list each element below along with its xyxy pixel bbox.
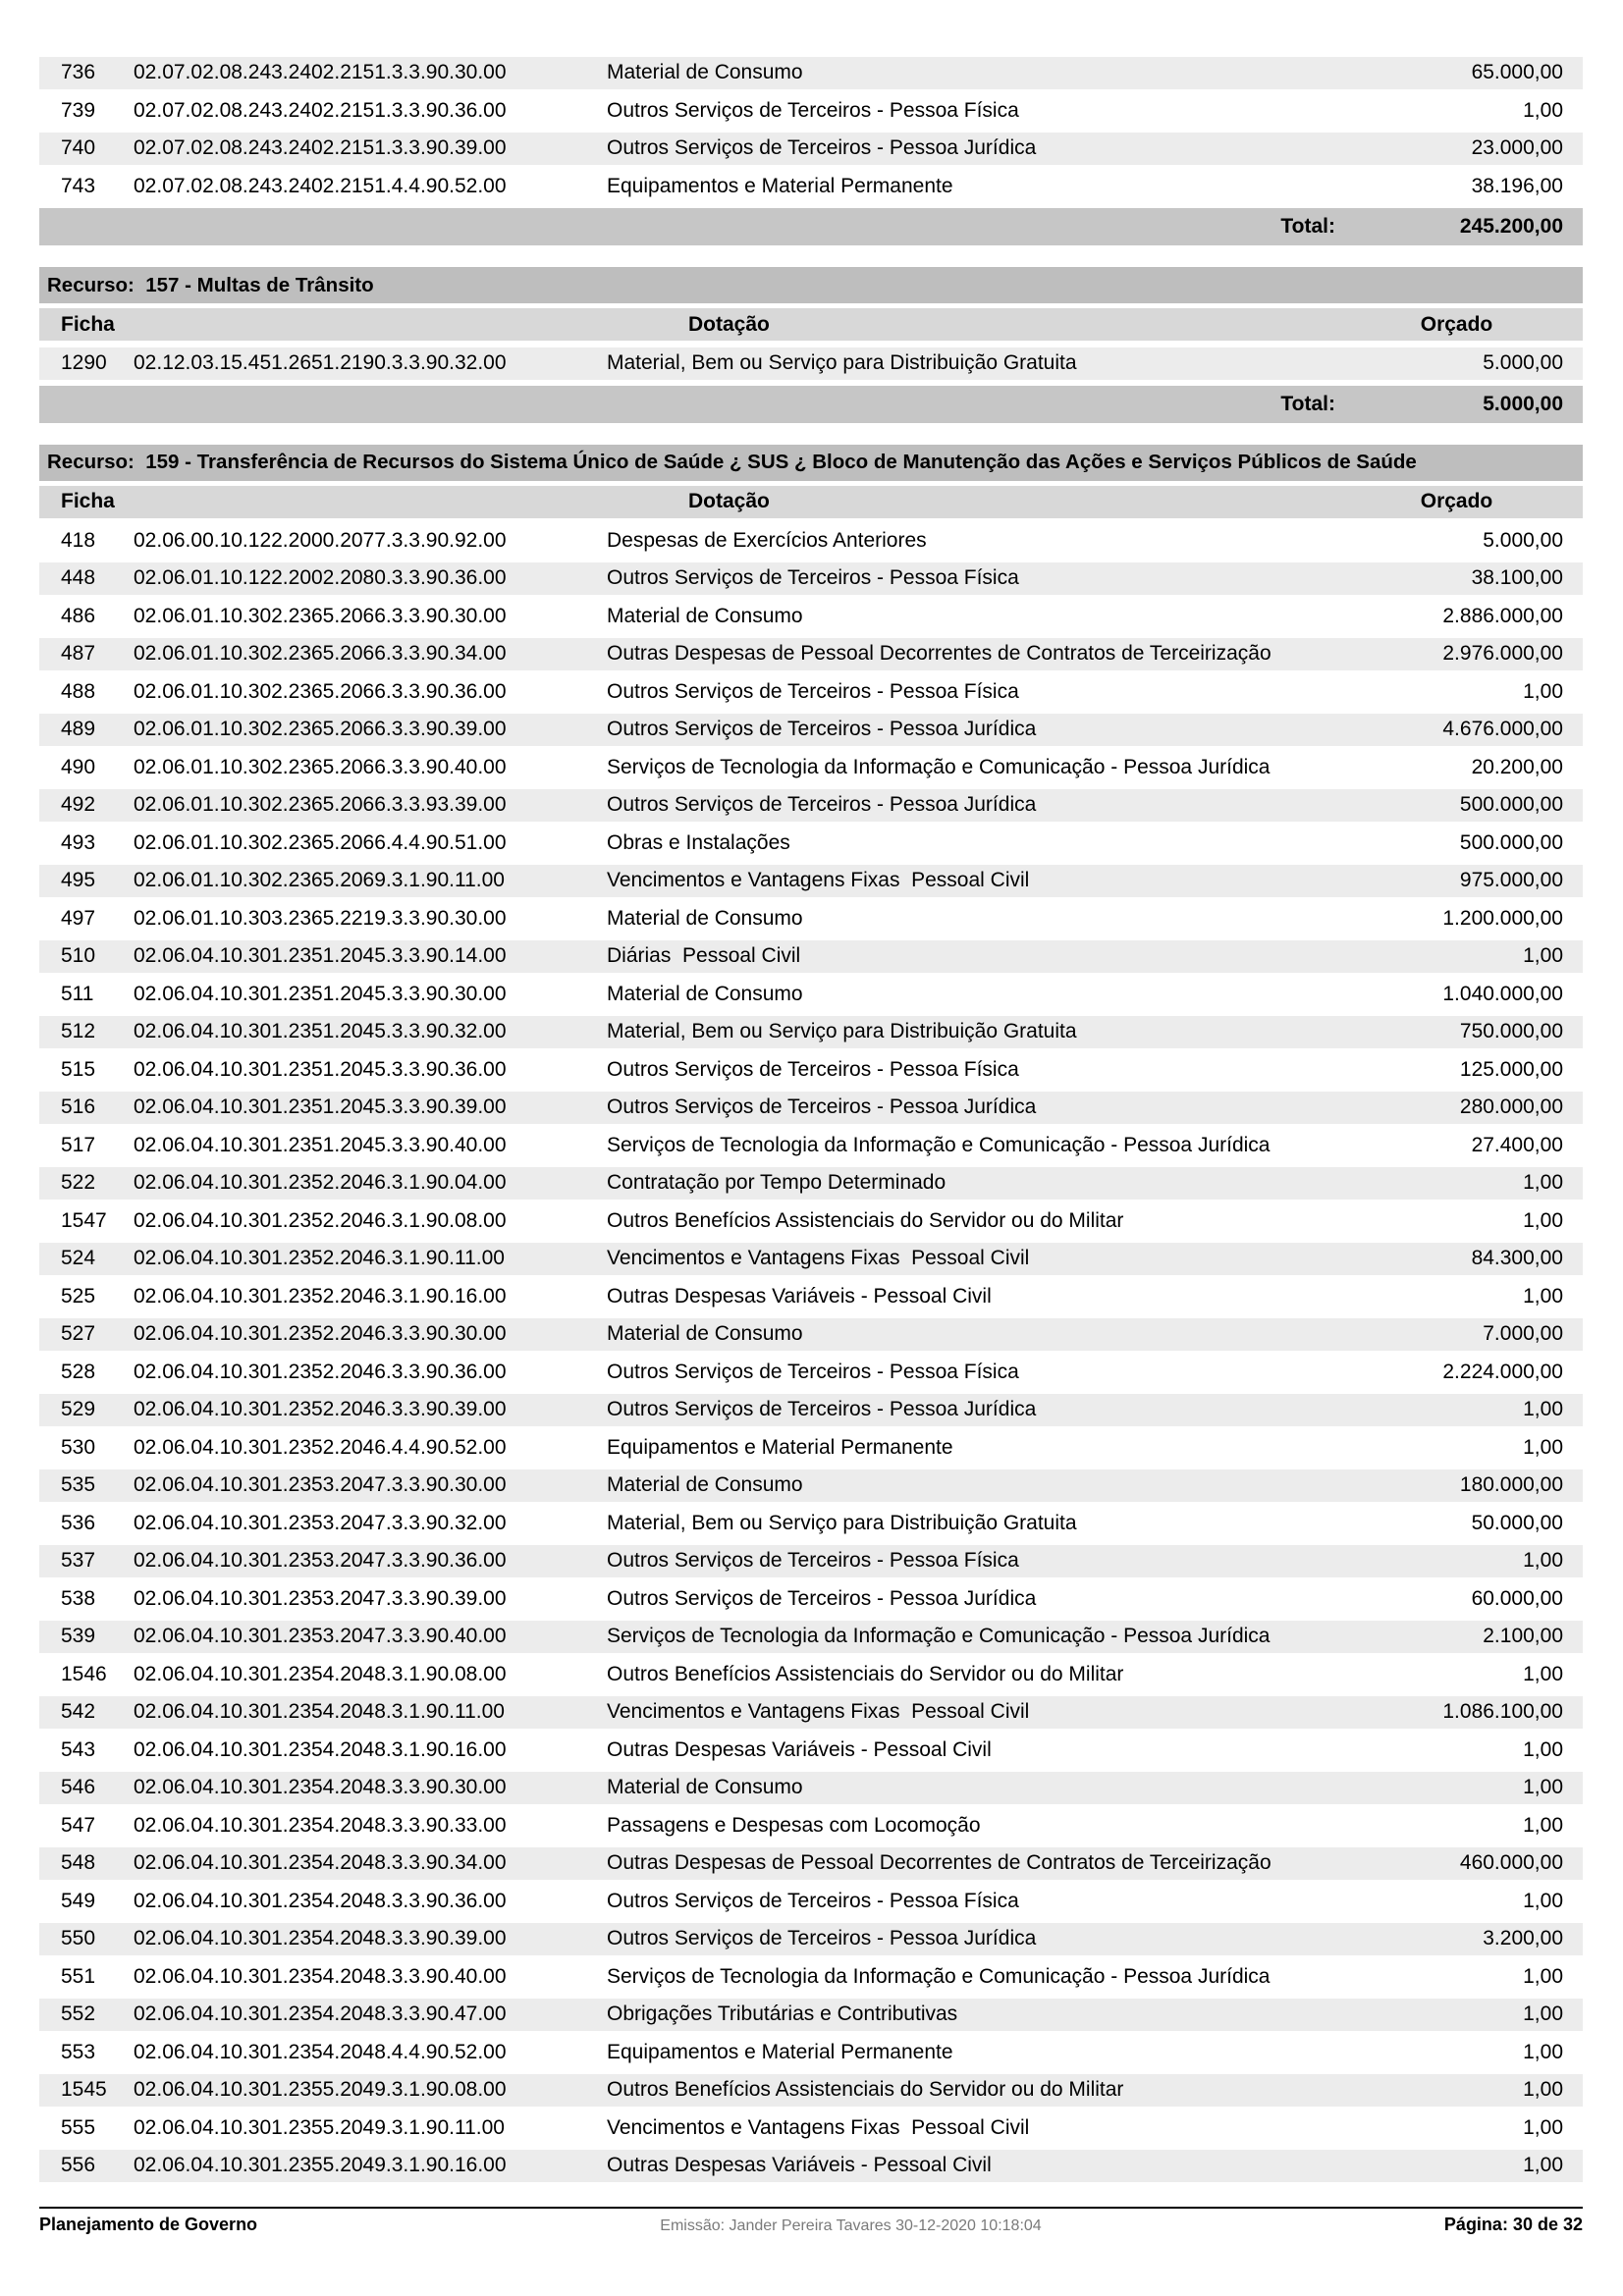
dotacao-description-cell: Material de Consumo	[607, 604, 803, 627]
orcado-value-cell: 750.000,00	[1459, 1020, 1563, 1043]
ficha-cell: 552	[61, 2002, 96, 2026]
orcado-value-cell: 2.100,00	[1483, 1625, 1563, 1648]
table-row	[39, 1618, 1583, 1656]
ficha-cell: 556	[61, 2154, 96, 2177]
dotacao-code-cell: 02.06.01.10.122.2002.2080.3.3.90.36.00	[134, 566, 507, 590]
table-row	[39, 1996, 1583, 2034]
orcado-value-cell: 1,00	[1523, 1813, 1563, 1837]
table-row	[39, 1769, 1583, 1807]
orcado-value-cell: 1,00	[1523, 1398, 1563, 1421]
table-row	[39, 825, 1583, 863]
section-rows	[39, 522, 1583, 2185]
ficha-cell: 736	[61, 61, 96, 84]
dotacao-description-cell: Contratação por Tempo Determinado	[607, 1171, 947, 1195]
ficha-cell: 511	[61, 982, 94, 1005]
dotacao-code-cell: 02.06.00.10.122.2000.2077.3.3.90.92.00	[134, 528, 507, 552]
table-row	[39, 2109, 1583, 2148]
dotacao-code-cell: 02.06.04.10.301.2351.2045.3.3.90.39.00	[134, 1095, 507, 1119]
orcado-value-cell: 23.000,00	[1471, 136, 1563, 160]
table-row	[39, 1354, 1583, 1392]
table-row	[39, 635, 1583, 673]
ficha-cell: 529	[61, 1398, 96, 1421]
orcado-value-cell: 2.886.000,00	[1442, 604, 1563, 627]
dotacao-code-cell: 02.06.04.10.301.2352.2046.3.1.90.08.00	[134, 1208, 507, 1232]
page-footer	[39, 2207, 1583, 2235]
ficha-cell: 530	[61, 1435, 96, 1459]
dotacao-code-cell: 02.06.01.10.302.2365.2066.3.3.90.40.00	[134, 755, 507, 778]
orcado-value-cell: 1,00	[1523, 2002, 1563, 2026]
orcado-value-cell: 1,00	[1523, 1662, 1563, 1685]
orcado-value-cell: 1.086.100,00	[1442, 1700, 1563, 1724]
table-row	[39, 1391, 1583, 1429]
table-row	[39, 1240, 1583, 1278]
dotacao-code-cell: 02.06.04.10.301.2353.2047.3.3.90.32.00	[134, 1511, 507, 1534]
ficha-cell: 555	[61, 2115, 96, 2139]
dotacao-description-cell: Obras e Instalações	[607, 830, 790, 854]
ficha-cell: 542	[61, 1700, 96, 1724]
table-row	[39, 2147, 1583, 2185]
table-row	[39, 2071, 1583, 2109]
ficha-cell: 538	[61, 1586, 96, 1610]
table-row	[39, 937, 1583, 976]
dotacao-code-cell: 02.06.04.10.301.2353.2047.3.3.90.30.00	[134, 1473, 507, 1497]
dotacao-code-cell: 02.06.04.10.301.2352.2046.3.3.90.39.00	[134, 1398, 507, 1421]
ficha-cell: 515	[61, 1057, 96, 1081]
ficha-cell: 516	[61, 1095, 96, 1119]
resource-header-bar: Recurso: 159 - Transferência de Recursos do Sistema Único de Saúde ¿ SUS ¿ Bloco de Manutenção das Ações e Serviços Públicos de Saúde	[39, 445, 1583, 481]
dotacao-description-cell: Material de Consumo	[607, 61, 803, 84]
ficha-cell: 448	[61, 566, 96, 590]
table-row	[39, 1883, 1583, 1921]
ficha-cell: 535	[61, 1473, 96, 1497]
dotacao-description-cell: Material de Consumo	[607, 982, 803, 1005]
total-value: 5.000,00	[1483, 392, 1563, 415]
orcado-value-cell: 1,00	[1523, 98, 1563, 122]
dotacao-code-cell: 02.06.04.10.301.2354.2048.3.1.90.11.00	[134, 1700, 505, 1724]
dotacao-description-cell: Outras Despesas Variáveis - Pessoal Civil	[607, 1284, 992, 1308]
resource-section	[39, 445, 1583, 2185]
dotacao-description-cell: Outros Serviços de Terceiros - Pessoa Física	[607, 1889, 1019, 1912]
dotacao-description-cell: Material, Bem ou Serviço para Distribuição Gratuita	[607, 1511, 1077, 1534]
ficha-cell: 549	[61, 1889, 96, 1912]
dotacao-description-cell: Vencimentos e Vantagens Fixas Pessoal Civil	[607, 1700, 1030, 1724]
orcado-value-cell: 2.976.000,00	[1442, 642, 1563, 666]
dotacao-description-cell: Vencimentos e Vantagens Fixas Pessoal Civil	[607, 1247, 1030, 1270]
dotacao-code-cell: 02.06.01.10.303.2365.2219.3.3.90.30.00	[134, 906, 507, 930]
dotacao-code-cell: 02.06.01.10.302.2365.2066.3.3.90.39.00	[134, 718, 507, 741]
orcado-value-cell: 3.200,00	[1483, 1927, 1563, 1950]
orcado-value-cell: 1,00	[1523, 1964, 1563, 1988]
dotacao-code-cell: 02.06.04.10.301.2353.2047.3.3.90.36.00	[134, 1549, 507, 1573]
table-row	[39, 786, 1583, 825]
ficha-cell: 539	[61, 1625, 96, 1648]
orcado-value-cell: 65.000,00	[1471, 61, 1563, 84]
ficha-cell: 739	[61, 98, 96, 122]
table-row	[39, 1051, 1583, 1090]
dotacao-code-cell: 02.06.04.10.301.2351.2045.3.3.90.36.00	[134, 1057, 507, 1081]
orcado-value-cell: 1,00	[1523, 1737, 1563, 1761]
column-header-row	[39, 308, 1583, 341]
ficha-cell: 418	[61, 528, 96, 552]
orcado-value-cell: 1,00	[1523, 1549, 1563, 1573]
dotacao-code-cell: 02.06.04.10.301.2354.2048.3.1.90.16.00	[134, 1737, 507, 1761]
total-value: 245.200,00	[1459, 215, 1563, 238]
orcado-value-cell: 1,00	[1523, 679, 1563, 703]
resource-section	[39, 54, 1583, 245]
ficha-cell: 497	[61, 906, 96, 930]
dotacao-code-cell: 02.06.01.10.302.2365.2066.3.3.90.34.00	[134, 642, 507, 666]
orcado-value-cell: 38.196,00	[1471, 174, 1563, 197]
dotacao-code-cell: 02.06.04.10.301.2351.2045.3.3.90.40.00	[134, 1133, 507, 1156]
orcado-value-cell: 280.000,00	[1459, 1095, 1563, 1119]
dotacao-description-cell: Outros Serviços de Terceiros - Pessoa Jurídica	[607, 136, 1037, 160]
table-row	[39, 92, 1583, 131]
table-row	[39, 673, 1583, 712]
resource-section	[39, 267, 1583, 423]
footer-emission-info: Emissão: Jander Pereira Tavares 30-12-2020 10:18:04	[660, 2217, 1042, 2234]
table-row	[39, 900, 1583, 938]
ficha-cell: 490	[61, 755, 96, 778]
table-row	[39, 598, 1583, 636]
orcado-value-cell: 50.000,00	[1471, 1511, 1563, 1534]
dotacao-description-cell: Outras Despesas Variáveis - Pessoal Civil	[607, 1737, 992, 1761]
dotacao-code-cell: 02.07.02.08.243.2402.2151.4.4.90.52.00	[134, 174, 507, 197]
dotacao-code-cell: 02.06.04.10.301.2354.2048.4.4.90.52.00	[134, 2040, 507, 2063]
dotacao-description-cell: Diárias Pessoal Civil	[607, 944, 801, 968]
dotacao-code-cell: 02.12.03.15.451.2651.2190.3.3.90.32.00	[134, 351, 507, 375]
orcado-value-cell: 1,00	[1523, 2040, 1563, 2063]
dotacao-description-cell: Material de Consumo	[607, 1322, 803, 1346]
dotacao-description-cell: Outros Serviços de Terceiros - Pessoa Física	[607, 679, 1019, 703]
ficha-cell: 493	[61, 830, 96, 854]
ficha-cell: 740	[61, 136, 96, 160]
table-row	[39, 1013, 1583, 1051]
ficha-cell: 1547	[61, 1208, 107, 1232]
total-row	[39, 208, 1583, 245]
dotacao-description-cell: Outros Serviços de Terceiros - Pessoa Jurídica	[607, 793, 1037, 817]
table-row	[39, 1920, 1583, 1958]
ficha-cell: 537	[61, 1549, 96, 1573]
table-row	[39, 862, 1583, 900]
table-row	[39, 1656, 1583, 1694]
section-rows	[39, 54, 1583, 205]
table-row	[39, 1958, 1583, 1997]
table-row	[39, 711, 1583, 749]
column-header-ficha: Ficha	[61, 490, 115, 512]
dotacao-description-cell: Outros Serviços de Terceiros - Pessoa Jurídica	[607, 1586, 1037, 1610]
orcado-value-cell: 500.000,00	[1459, 793, 1563, 817]
ficha-cell: 510	[61, 944, 96, 968]
table-row	[39, 560, 1583, 598]
ficha-cell: 495	[61, 869, 96, 892]
orcado-value-cell: 20.200,00	[1471, 755, 1563, 778]
column-header-ficha: Ficha	[61, 312, 115, 336]
dotacao-code-cell: 02.06.01.10.302.2365.2066.3.3.90.30.00	[134, 604, 507, 627]
section-rows	[39, 345, 1583, 383]
table-row	[39, 168, 1583, 206]
dotacao-description-cell: Serviços de Tecnologia da Informação e Comunicação - Pessoa Jurídica	[607, 755, 1271, 778]
orcado-value-cell: 460.000,00	[1459, 1851, 1563, 1875]
dotacao-code-cell: 02.06.01.10.302.2365.2069.3.1.90.11.00	[134, 869, 505, 892]
orcado-value-cell: 60.000,00	[1471, 1586, 1563, 1610]
budget-table	[39, 54, 1583, 2207]
ficha-cell: 543	[61, 1737, 96, 1761]
orcado-value-cell: 1,00	[1523, 1284, 1563, 1308]
dotacao-description-cell: Outros Benefícios Assistenciais do Servidor ou do Militar	[607, 1208, 1124, 1232]
dotacao-description-cell: Despesas de Exercícios Anteriores	[607, 528, 927, 552]
ficha-cell: 536	[61, 1511, 96, 1534]
table-row	[39, 522, 1583, 561]
orcado-value-cell: 4.676.000,00	[1442, 718, 1563, 741]
table-row	[39, 54, 1583, 92]
orcado-value-cell: 1.200.000,00	[1442, 906, 1563, 930]
total-row	[39, 386, 1583, 423]
orcado-value-cell: 975.000,00	[1459, 869, 1563, 892]
dotacao-code-cell: 02.06.04.10.301.2352.2046.4.4.90.52.00	[134, 1435, 507, 1459]
table-row	[39, 1807, 1583, 1845]
dotacao-description-cell: Equipamentos e Material Permanente	[607, 1435, 953, 1459]
ficha-cell: 489	[61, 718, 96, 741]
dotacao-code-cell: 02.06.01.10.302.2365.2066.3.3.90.36.00	[134, 679, 507, 703]
ficha-cell: 548	[61, 1851, 96, 1875]
dotacao-description-cell: Outros Serviços de Terceiros - Pessoa Física	[607, 566, 1019, 590]
dotacao-description-cell: Obrigações Tributárias e Contributivas	[607, 2002, 958, 2026]
table-row	[39, 1467, 1583, 1505]
dotacao-description-cell: Outros Serviços de Terceiros - Pessoa Física	[607, 1057, 1019, 1081]
orcado-value-cell: 1,00	[1523, 1171, 1563, 1195]
column-header-dotacao: Dotação	[688, 490, 770, 512]
table-row	[39, 1693, 1583, 1732]
dotacao-description-cell: Outros Serviços de Terceiros - Pessoa Jurídica	[607, 718, 1037, 741]
ficha-cell: 547	[61, 1813, 96, 1837]
dotacao-code-cell: 02.06.04.10.301.2351.2045.3.3.90.30.00	[134, 982, 507, 1005]
dotacao-description-cell: Outros Benefícios Assistenciais do Servidor ou do Militar	[607, 2078, 1124, 2102]
ficha-cell: 553	[61, 2040, 96, 2063]
dotacao-description-cell: Material, Bem ou Serviço para Distribuição Gratuita	[607, 351, 1077, 375]
dotacao-description-cell: Serviços de Tecnologia da Informação e Comunicação - Pessoa Jurídica	[607, 1964, 1271, 1988]
orcado-value-cell: 500.000,00	[1459, 830, 1563, 854]
ficha-cell: 743	[61, 174, 96, 197]
dotacao-code-cell: 02.06.04.10.301.2351.2045.3.3.90.32.00	[134, 1020, 507, 1043]
table-row	[39, 130, 1583, 168]
table-row	[39, 976, 1583, 1014]
table-row	[39, 1127, 1583, 1165]
ficha-cell: 550	[61, 1927, 96, 1950]
dotacao-description-cell: Vencimentos e Vantagens Fixas Pessoal Civil	[607, 869, 1030, 892]
dotacao-code-cell: 02.07.02.08.243.2402.2151.3.3.90.30.00	[134, 61, 507, 84]
dotacao-code-cell: 02.06.04.10.301.2351.2045.3.3.90.14.00	[134, 944, 507, 968]
ficha-cell: 487	[61, 642, 96, 666]
orcado-value-cell: 1,00	[1523, 2154, 1563, 2177]
ficha-cell: 524	[61, 1247, 96, 1270]
table-row	[39, 1732, 1583, 1770]
dotacao-description-cell: Outros Serviços de Terceiros - Pessoa Física	[607, 1360, 1019, 1383]
orcado-value-cell: 5.000,00	[1483, 351, 1563, 375]
ficha-cell: 1546	[61, 1662, 107, 1685]
orcado-value-cell: 180.000,00	[1459, 1473, 1563, 1497]
dotacao-code-cell: 02.06.04.10.301.2353.2047.3.3.90.39.00	[134, 1586, 507, 1610]
column-header-dotacao: Dotação	[688, 312, 770, 336]
orcado-value-cell: 27.400,00	[1471, 1133, 1563, 1156]
orcado-value-cell: 1,00	[1523, 2078, 1563, 2102]
ficha-cell: 492	[61, 793, 96, 817]
dotacao-description-cell: Material de Consumo	[607, 906, 803, 930]
table-row	[39, 1844, 1583, 1883]
dotacao-code-cell: 02.06.04.10.301.2355.2049.3.1.90.08.00	[134, 2078, 507, 2102]
dotacao-code-cell: 02.06.04.10.301.2354.2048.3.3.90.47.00	[134, 2002, 507, 2026]
table-row	[39, 1580, 1583, 1619]
orcado-value-cell: 2.224.000,00	[1442, 1360, 1563, 1383]
dotacao-description-cell: Material, Bem ou Serviço para Distribuição Gratuita	[607, 1020, 1077, 1043]
orcado-value-cell: 84.300,00	[1471, 1247, 1563, 1270]
ficha-cell: 488	[61, 679, 96, 703]
dotacao-description-cell: Outros Serviços de Terceiros - Pessoa Jurídica	[607, 1398, 1037, 1421]
ficha-cell: 1290	[61, 351, 107, 375]
dotacao-description-cell: Outros Serviços de Terceiros - Pessoa Física	[607, 98, 1019, 122]
column-header-orcado: Orçado	[1420, 490, 1493, 512]
total-label: Total:	[1280, 215, 1335, 238]
dotacao-code-cell: 02.06.04.10.301.2352.2046.3.1.90.04.00	[134, 1171, 507, 1195]
dotacao-description-cell: Outras Despesas Variáveis - Pessoal Civil	[607, 2154, 992, 2177]
dotacao-description-cell: Serviços de Tecnologia da Informação e Comunicação - Pessoa Jurídica	[607, 1133, 1271, 1156]
dotacao-code-cell: 02.06.04.10.301.2354.2048.3.3.90.40.00	[134, 1964, 507, 1988]
table-row	[39, 1164, 1583, 1202]
dotacao-description-cell: Outros Benefícios Assistenciais do Servidor ou do Militar	[607, 1662, 1124, 1685]
ficha-cell: 546	[61, 1776, 96, 1799]
dotacao-description-cell: Material de Consumo	[607, 1473, 803, 1497]
dotacao-description-cell: Outros Serviços de Terceiros - Pessoa Jurídica	[607, 1927, 1037, 1950]
ficha-cell: 528	[61, 1360, 96, 1383]
table-row	[39, 1089, 1583, 1127]
dotacao-code-cell: 02.07.02.08.243.2402.2151.3.3.90.39.00	[134, 136, 507, 160]
ficha-cell: 527	[61, 1322, 96, 1346]
column-header-orcado: Orçado	[1420, 312, 1493, 336]
dotacao-description-cell: Serviços de Tecnologia da Informação e Comunicação - Pessoa Jurídica	[607, 1625, 1271, 1648]
dotacao-description-cell: Outras Despesas de Pessoal Decorrentes de Contratos de Terceirização	[607, 1851, 1271, 1875]
dotacao-code-cell: 02.06.01.10.302.2365.2066.3.3.93.39.00	[134, 793, 507, 817]
table-row	[39, 1202, 1583, 1241]
dotacao-description-cell: Vencimentos e Vantagens Fixas Pessoal Civil	[607, 2115, 1030, 2139]
orcado-value-cell: 1,00	[1523, 2115, 1563, 2139]
orcado-value-cell: 1,00	[1523, 1208, 1563, 1232]
orcado-value-cell: 38.100,00	[1471, 566, 1563, 590]
dotacao-description-cell: Outros Serviços de Terceiros - Pessoa Física	[607, 1549, 1019, 1573]
ficha-cell: 517	[61, 1133, 96, 1156]
dotacao-code-cell: 02.06.04.10.301.2354.2048.3.3.90.36.00	[134, 1889, 507, 1912]
column-header-row	[39, 486, 1583, 518]
dotacao-code-cell: 02.06.04.10.301.2355.2049.3.1.90.16.00	[134, 2154, 507, 2177]
footer-report-title: Planejamento de Governo	[39, 2215, 258, 2234]
table-row	[39, 749, 1583, 787]
dotacao-code-cell: 02.06.04.10.301.2354.2048.3.3.90.39.00	[134, 1927, 507, 1950]
table-row	[39, 345, 1583, 383]
orcado-value-cell: 7.000,00	[1483, 1322, 1563, 1346]
dotacao-description-cell: Equipamentos e Material Permanente	[607, 174, 953, 197]
dotacao-description-cell: Outros Serviços de Terceiros - Pessoa Jurídica	[607, 1095, 1037, 1119]
ficha-cell: 551	[61, 1964, 96, 1988]
table-row	[39, 2034, 1583, 2072]
ficha-cell: 486	[61, 604, 96, 627]
table-row	[39, 1315, 1583, 1354]
orcado-value-cell: 1,00	[1523, 1776, 1563, 1799]
ficha-cell: 1545	[61, 2078, 107, 2102]
dotacao-description-cell: Passagens e Despesas com Locomoção	[607, 1813, 981, 1837]
orcado-value-cell: 1.040.000,00	[1442, 982, 1563, 1005]
dotacao-code-cell: 02.06.04.10.301.2354.2048.3.3.90.30.00	[134, 1776, 507, 1799]
dotacao-code-cell: 02.06.04.10.301.2355.2049.3.1.90.11.00	[134, 2115, 505, 2139]
ficha-cell: 522	[61, 1171, 96, 1195]
orcado-value-cell: 1,00	[1523, 1889, 1563, 1912]
dotacao-code-cell: 02.07.02.08.243.2402.2151.3.3.90.36.00	[134, 98, 507, 122]
dotacao-description-cell: Outras Despesas de Pessoal Decorrentes de Contratos de Terceirização	[607, 642, 1271, 666]
total-label: Total:	[1280, 392, 1335, 415]
dotacao-code-cell: 02.06.04.10.301.2352.2046.3.3.90.30.00	[134, 1322, 507, 1346]
dotacao-code-cell: 02.06.04.10.301.2354.2048.3.3.90.33.00	[134, 1813, 507, 1837]
dotacao-code-cell: 02.06.04.10.301.2353.2047.3.3.90.40.00	[134, 1625, 507, 1648]
dotacao-description-cell: Equipamentos e Material Permanente	[607, 2040, 953, 2063]
table-row	[39, 1429, 1583, 1468]
dotacao-code-cell: 02.06.04.10.301.2354.2048.3.3.90.34.00	[134, 1851, 507, 1875]
ficha-cell: 525	[61, 1284, 96, 1308]
table-row	[39, 1505, 1583, 1543]
table-row	[39, 1542, 1583, 1580]
resource-header-bar: Recurso: 157 - Multas de Trânsito	[39, 267, 1583, 303]
ficha-cell: 512	[61, 1020, 96, 1043]
orcado-value-cell: 1,00	[1523, 1435, 1563, 1459]
table-row	[39, 1278, 1583, 1316]
footer-page-number: Página: 30 de 32	[1443, 2215, 1583, 2234]
orcado-value-cell: 5.000,00	[1483, 528, 1563, 552]
orcado-value-cell: 1,00	[1523, 944, 1563, 968]
dotacao-code-cell: 02.06.01.10.302.2365.2066.4.4.90.51.00	[134, 830, 507, 854]
dotacao-code-cell: 02.06.04.10.301.2352.2046.3.1.90.11.00	[134, 1247, 505, 1270]
dotacao-code-cell: 02.06.04.10.301.2352.2046.3.1.90.16.00	[134, 1284, 507, 1308]
dotacao-code-cell: 02.06.04.10.301.2352.2046.3.3.90.36.00	[134, 1360, 507, 1383]
dotacao-code-cell: 02.06.04.10.301.2354.2048.3.1.90.08.00	[134, 1662, 507, 1685]
dotacao-description-cell: Material de Consumo	[607, 1776, 803, 1799]
orcado-value-cell: 125.000,00	[1459, 1057, 1563, 1081]
